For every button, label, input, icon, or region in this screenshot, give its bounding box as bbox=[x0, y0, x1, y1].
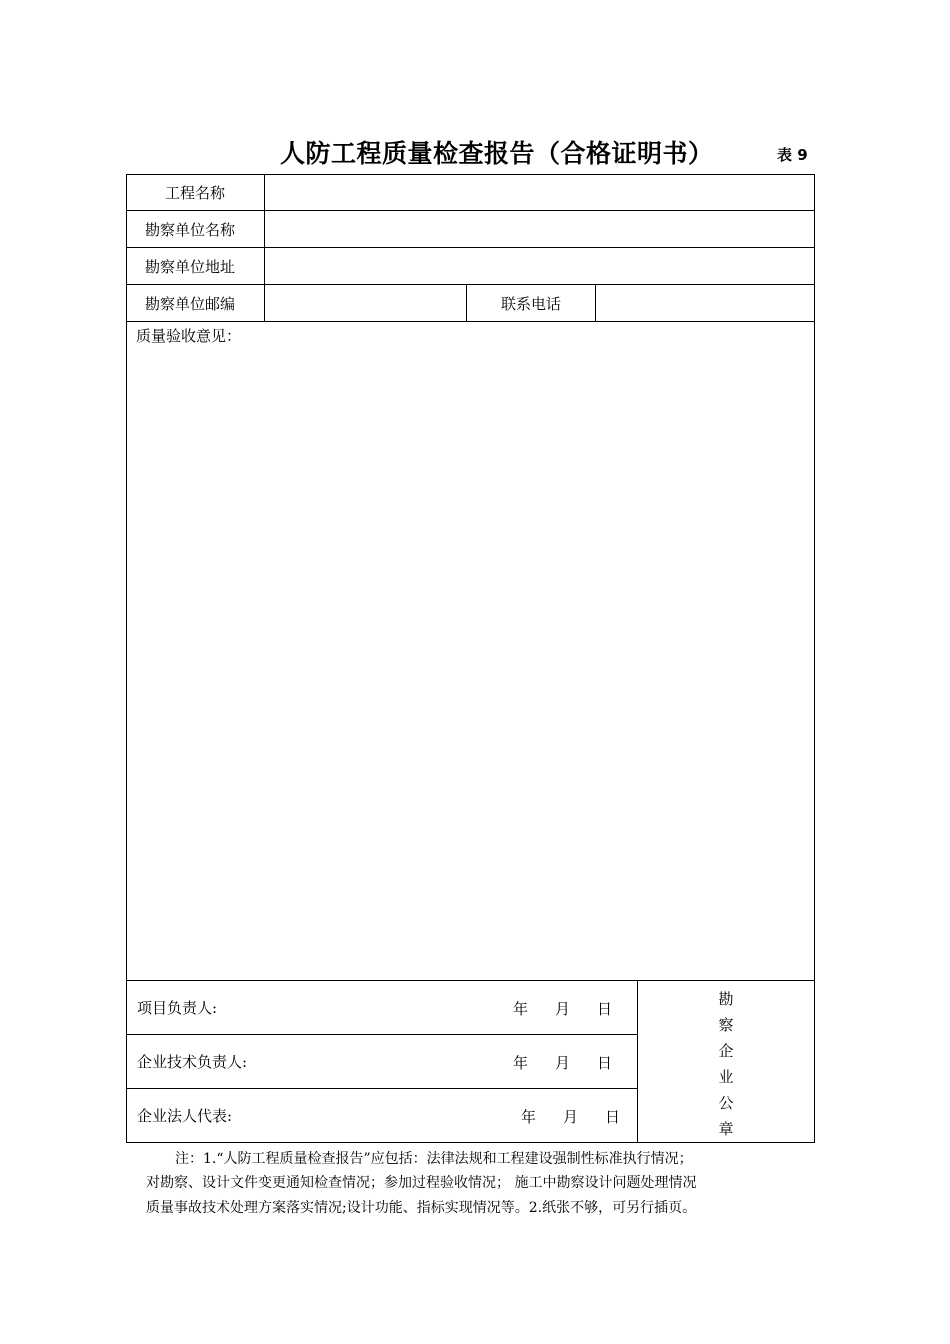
signature-label: 企业法人代表: bbox=[137, 1107, 233, 1125]
signature-label: 项目负责人: bbox=[137, 999, 218, 1017]
project-name-field[interactable] bbox=[265, 175, 814, 210]
survey-unit-name-label: 勘察单位名称 bbox=[145, 220, 236, 239]
survey-unit-address-field[interactable] bbox=[265, 248, 814, 284]
date-month: 月 bbox=[555, 1000, 571, 1018]
date-day: 日 bbox=[605, 1108, 621, 1126]
seal-char: 企 bbox=[718, 1042, 734, 1060]
date-month: 月 bbox=[555, 1054, 571, 1072]
signature-label: 企业技术负责人: bbox=[137, 1053, 248, 1071]
date-day: 日 bbox=[597, 1054, 613, 1072]
date-year: 年 bbox=[513, 1054, 529, 1072]
date-year: 年 bbox=[513, 1000, 529, 1018]
note-line: 注：1.“人防工程质量检查报告”应包括：法律法规和工程建设强制性标准执行情况； bbox=[175, 1151, 693, 1167]
opinion-label: 质量验收意见： bbox=[136, 327, 242, 345]
seal-char: 察 bbox=[718, 1016, 734, 1034]
seal-char: 章 bbox=[718, 1120, 734, 1138]
date-day: 日 bbox=[597, 1000, 613, 1018]
table-number: 表 9 bbox=[777, 146, 808, 164]
phone-field[interactable] bbox=[596, 285, 814, 321]
seal-char: 公 bbox=[718, 1094, 734, 1112]
phone-label: 联系电话 bbox=[500, 294, 561, 313]
survey-unit-postcode-field[interactable] bbox=[265, 285, 466, 321]
survey-unit-address-label: 勘察单位地址 bbox=[145, 257, 236, 276]
seal-char: 业 bbox=[718, 1068, 734, 1086]
opinion-field[interactable] bbox=[127, 345, 814, 979]
company-seal-area bbox=[638, 986, 814, 1142]
survey-unit-postcode-label: 勘察单位邮编 bbox=[145, 294, 236, 313]
note-line: 质量事故技术处理方案落实情况;设计功能、指标实现情况等。2.纸张不够，可另行插页。 bbox=[146, 1200, 697, 1216]
survey-unit-name-field[interactable] bbox=[265, 211, 814, 247]
date-month: 月 bbox=[563, 1108, 579, 1126]
note-line: 对勘察、设计文件变更通知检查情况；参加过程验收情况； 施工中勘察设计问题处理情况 bbox=[146, 1175, 697, 1191]
date-year: 年 bbox=[521, 1108, 537, 1126]
project-name-label: 工程名称 bbox=[165, 184, 226, 202]
seal-char: 勘 bbox=[718, 990, 734, 1008]
page-title: 人防工程质量检查报告（合格证明书） bbox=[280, 139, 714, 168]
